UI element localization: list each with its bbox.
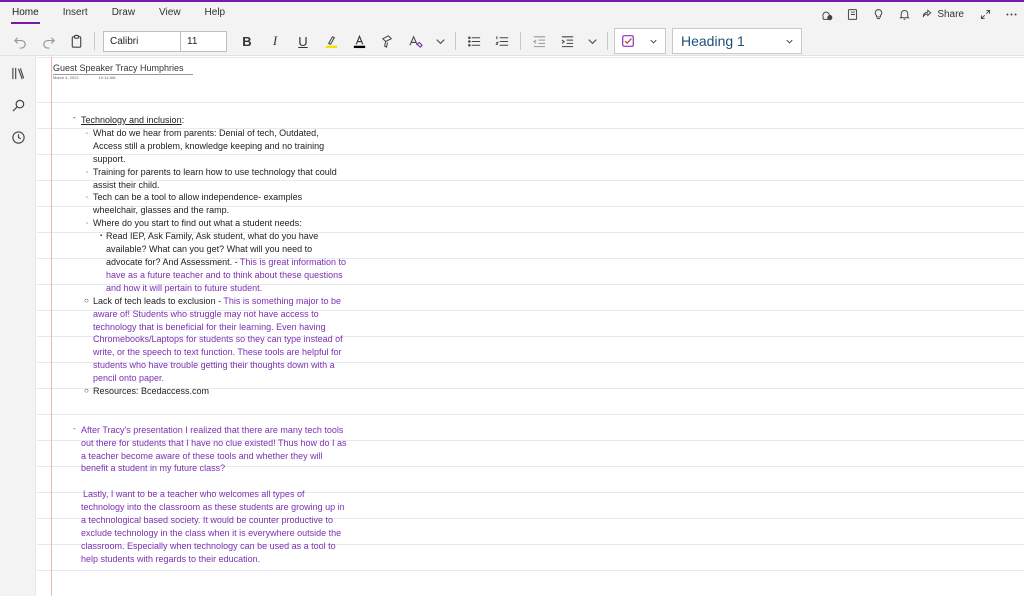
clipboard-icon	[69, 34, 84, 49]
page-margin-line	[51, 57, 52, 596]
list-item-text: Tech can be a tool to allow independence- examples	[93, 192, 303, 203]
bold-button[interactable]: B	[242, 33, 252, 49]
page-timestamp	[53, 75, 115, 80]
outdent-icon	[532, 34, 547, 49]
clear-formatting-button[interactable]	[401, 28, 429, 54]
clock-icon	[11, 130, 26, 145]
note-outline[interactable]	[73, 114, 373, 566]
bullet-icon: ◦	[86, 169, 89, 176]
list-item-continuation: Access still a problem, knowledge keeping and no training	[93, 140, 325, 151]
blank-line	[73, 411, 373, 424]
chevron-down-icon	[585, 34, 600, 49]
bullets-button[interactable]	[460, 28, 488, 54]
list-item-text: Lack of tech leads to exclusion -	[93, 295, 224, 306]
reflection-continuation: benefit a student in my future class?	[81, 463, 226, 474]
heading-colon: :	[181, 115, 185, 125]
bullet-icon: ◦	[86, 130, 89, 137]
undo-icon	[13, 34, 28, 49]
paintbrush-icon	[380, 34, 395, 49]
list-item-continuation: technology that is beneficial for their learning. Even having	[93, 321, 326, 332]
library-icon	[11, 66, 26, 81]
toolbar-divider	[455, 32, 456, 50]
expand-icon[interactable]	[972, 4, 998, 24]
list-item-continuation: have as a future teacher and to think about these questions	[106, 269, 343, 280]
underline-button[interactable]: U	[298, 33, 308, 49]
tag-dropdown[interactable]	[614, 28, 666, 54]
bullet-icon: ○	[84, 386, 89, 396]
search-button[interactable]	[0, 89, 36, 121]
todo-checkbox-icon	[621, 34, 635, 48]
highlight-button[interactable]	[317, 28, 345, 54]
list-item-text: Resources: Bcedaccess.com	[93, 386, 210, 397]
list-item-text: Read IEP, Ask Family, Ask student, what do you have	[106, 231, 319, 242]
list-item-continuation: assist their child.	[93, 179, 160, 190]
share-label: Share	[937, 8, 964, 20]
chevron-down-icon	[784, 36, 795, 47]
share-button[interactable]	[917, 4, 972, 24]
dash-bullet: -	[73, 113, 76, 122]
page-canvas[interactable]	[37, 57, 1024, 596]
chevron-down-icon	[648, 36, 659, 47]
font-name-field[interactable]: Calibri	[103, 31, 181, 52]
left-navigation-rail	[0, 56, 36, 596]
list-item-continuation: pencil onto paper.	[93, 373, 165, 384]
page-date: March 4, 2022	[53, 75, 79, 80]
list-item-continuation: and how it will pertain to future student.	[106, 282, 263, 293]
sync-status-icon[interactable]	[813, 4, 839, 24]
list-item-continuation: available? What can you get? What will you need to	[106, 244, 313, 255]
font-color-button[interactable]	[345, 28, 373, 54]
list-item-continuation: write, or the speech to text function. These tools are helpful for	[93, 347, 342, 358]
italic-button[interactable]: I	[272, 33, 278, 48]
immersive-reader-icon[interactable]	[839, 4, 865, 24]
numbering-button[interactable]	[488, 28, 516, 54]
more-options-icon[interactable]	[998, 4, 1024, 24]
list-item-text: What do we hear from parents: Denial of tech, Outdated,	[93, 127, 319, 138]
font-color-icon	[352, 34, 367, 49]
heading-text: Technology and inclusion	[81, 115, 182, 125]
numbered-list-icon	[495, 34, 510, 49]
tab-help[interactable]: Help	[204, 7, 226, 18]
clipboard-button[interactable]	[62, 28, 90, 54]
bullet-list-icon	[467, 34, 482, 49]
ribbon-tabs	[0, 2, 237, 24]
format-painter-button[interactable]	[373, 28, 401, 54]
note-text: advocate for? And Assessment. -	[106, 256, 240, 267]
list-item	[73, 191, 373, 204]
toolbar-divider	[94, 32, 95, 50]
ribbon-toolbar	[0, 26, 1024, 56]
list-item-text: Where do you start to find out what a student needs:	[93, 218, 302, 229]
ribbon	[0, 0, 1024, 56]
chevron-down-icon	[433, 34, 448, 49]
undo-button[interactable]	[6, 28, 34, 54]
blank-line	[73, 475, 373, 488]
reflection-continuation: classroom. Especially when technology can be used as a tool to	[81, 540, 336, 551]
toolbar-divider	[520, 32, 521, 50]
reflection-paragraph	[73, 424, 373, 437]
list-item	[73, 166, 373, 179]
outline-heading	[73, 114, 373, 127]
bullet-icon: ○	[84, 295, 89, 305]
tab-insert[interactable]: Insert	[62, 7, 88, 18]
bell-icon[interactable]	[891, 4, 917, 24]
tab-home[interactable]: Home	[0, 2, 51, 24]
page-title[interactable]: Guest Speaker Tracy Humphries	[53, 63, 193, 75]
top-right-actions	[813, 4, 1024, 24]
sub-list-item	[73, 230, 373, 243]
style-dropdown[interactable]	[672, 28, 802, 54]
bullet-icon: ◦	[86, 221, 89, 228]
list-item-continuation: students who have trouble getting their thoughts down with a	[93, 360, 335, 371]
lightbulb-icon[interactable]	[865, 4, 891, 24]
decrease-indent-button[interactable]	[525, 28, 553, 54]
reflection-continuation: technology into the classroom as these students are growing up in	[81, 502, 345, 513]
reflection-text: After Tracy's presentation I realized that there are many tech tools	[81, 424, 344, 435]
toolbar-divider	[607, 32, 608, 50]
tab-view[interactable]: View	[159, 7, 181, 18]
reflection-text: This is great information to	[239, 256, 346, 267]
page-time: 10:14 AM	[98, 75, 116, 80]
reflection-continuation: a teacher become aware of these tools and whether they will	[81, 450, 323, 461]
list-item	[73, 217, 373, 230]
bullet-icon: ◦	[86, 195, 89, 202]
bullet-icon: ▪	[100, 233, 103, 240]
list-item-text: Training for parents to learn how to use technology that could	[93, 166, 337, 177]
notebooks-button[interactable]	[0, 57, 36, 89]
reflection-continuation: out there for students that I have no clue existed! Thus how do I as	[81, 437, 347, 448]
blank-line	[73, 398, 373, 411]
list-item-continuation: wheelchair, glasses and the ramp.	[93, 205, 230, 216]
reflection-paragraph: Lastly, I want to be a teacher who welcomes all types of	[83, 489, 305, 500]
list-item-continuation: aware of! Students who struggle may not have access to	[93, 308, 319, 319]
highlighter-icon	[324, 34, 339, 49]
search-icon	[11, 98, 26, 113]
increase-indent-button[interactable]	[553, 28, 581, 54]
list-item	[73, 295, 373, 308]
reflection-continuation: help students with regards to their education.	[81, 553, 261, 564]
more-paragraph-button[interactable]	[581, 28, 603, 54]
list-item	[73, 385, 373, 398]
list-item-continuation	[73, 256, 373, 269]
reflection-continuation: a technological based society. It would be counter productive to	[81, 515, 333, 526]
dash-bullet: -	[73, 423, 76, 433]
more-formatting-button[interactable]	[429, 28, 451, 54]
share-icon	[921, 8, 933, 20]
clear-formatting-icon	[408, 34, 423, 49]
indent-icon	[560, 34, 575, 49]
font-size-field[interactable]: 11	[181, 31, 227, 52]
list-item	[73, 127, 373, 140]
reflection-text: This is something major to be	[223, 295, 341, 306]
recent-notes-button[interactable]	[0, 121, 36, 153]
style-value: Heading 1	[681, 33, 745, 49]
redo-icon	[41, 34, 56, 49]
tab-draw[interactable]: Draw	[111, 7, 136, 18]
list-item-continuation: support.	[93, 153, 126, 164]
list-item-continuation: Chromebooks/Laptops for students so they can type instead of	[93, 334, 343, 345]
reflection-continuation: exclude technology in the class when it is everywhere outside the	[81, 527, 342, 538]
redo-button[interactable]	[34, 28, 62, 54]
